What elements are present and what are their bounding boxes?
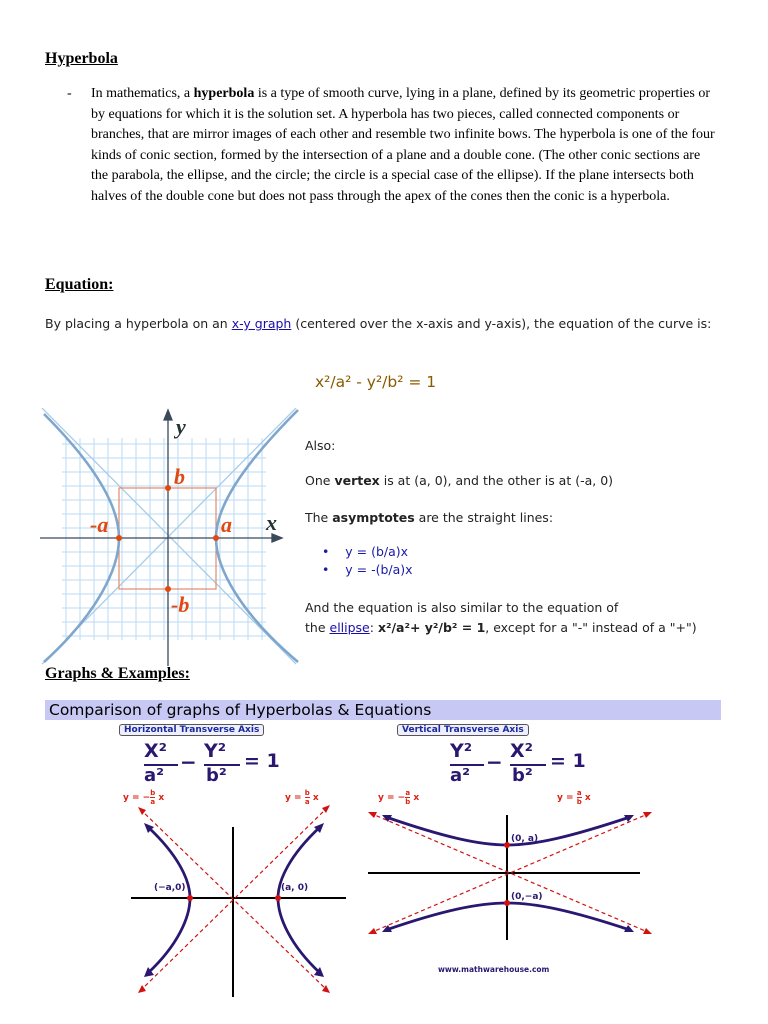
horizontal-axis-label: Horizontal Transverse Axis — [119, 724, 264, 736]
ellipse-equation: x²/a²+ y²/b² = 1 — [377, 620, 486, 635]
b-label: b — [174, 464, 185, 489]
bullet-icon: • — [322, 562, 330, 577]
asymptotes-term: asymptotes — [332, 510, 415, 525]
definition-text-start: In mathematics, a — [91, 86, 194, 101]
asymptote-negative: y = -(b/a)x — [345, 562, 413, 577]
eq-denominator-b: b² — [512, 765, 533, 786]
vertex-label-right: (a, 0) — [281, 883, 309, 893]
also-text: Also: — [305, 438, 336, 453]
mathwarehouse-credit: www.mathwarehouse.com — [438, 965, 550, 974]
vertex-label-top: (0, a) — [511, 834, 539, 844]
vertex-label-left: (−a,0) — [154, 883, 186, 893]
asym-text: y = − — [123, 793, 151, 803]
asym-x: x — [413, 793, 420, 803]
x-axis-label: x — [266, 510, 277, 535]
asymptotes-text — [305, 508, 553, 528]
graph-axes — [131, 827, 346, 997]
vertex-text — [305, 471, 613, 491]
asym-text: y = − — [378, 793, 406, 803]
vertex-term: vertex — [334, 473, 380, 488]
frac-den: a — [304, 798, 310, 806]
asym-text-start: The — [305, 510, 333, 525]
frac-num: a — [405, 789, 411, 797]
eq-numerator-x: X² — [510, 740, 533, 762]
left-asymptote-pos — [285, 789, 319, 806]
neg-b-label: -b — [171, 592, 190, 617]
frac-num: b — [304, 789, 310, 797]
vertical-axis-label: Vertical Transverse Axis — [397, 724, 529, 736]
eq-numerator-x: X² — [144, 740, 167, 762]
horizontal-hyperbola-graph — [128, 805, 350, 997]
eq-numerator-y: Y² — [204, 740, 227, 762]
similar-line-1: And the equation is also similar to the equation of — [305, 600, 619, 615]
similar-the: the — [305, 620, 330, 635]
vertex-text-end: is at (a, 0), and the other is at (-a, 0) — [379, 473, 614, 488]
eq-numerator-y: Y² — [450, 740, 473, 762]
similar-colon: : — [369, 620, 378, 635]
neg-a-label: -a — [90, 512, 109, 537]
list-item — [322, 543, 413, 561]
hyperbola-heading: Hyperbola — [45, 50, 118, 67]
definition-text-rest: is a type of smooth curve, lying in a plane, defined by its geometric properties or by equations for which it is the solution set. A hyperbola has two pieces, called connected components or branches, that are mirror images of each other and resemble two infinite bows. The hyperbola is one of the four kinds of conic section, formed by the intersection of a plane and a double cone. (The other conic sections are the parabola, the ellipse, and the circle; the circle is a special case of the ellipse). If the plane intersects both halves of the double cone but does not pass through the apex of the cones then the conic is a hyperbola. — [91, 86, 715, 204]
asym-x: x — [312, 793, 319, 803]
comparison-banner: Comparison of graphs of Hyperbolas & Equations — [45, 700, 721, 720]
hyperbola-xy-figure — [40, 408, 302, 666]
list-item — [322, 561, 413, 579]
vertical-hyperbola-graph — [364, 805, 654, 985]
vertical-equation — [450, 740, 610, 784]
y-axis-label: y — [176, 414, 186, 439]
frac-num: b — [150, 789, 156, 797]
asym-x: x — [158, 793, 165, 803]
frac-den: b — [405, 798, 411, 806]
vertex-text-start: One — [305, 473, 335, 488]
intro-text-end: (centered over the x-axis and y-axis), the equation of the curve is: — [291, 316, 712, 331]
xy-graph-link[interactable]: x-y graph — [231, 316, 292, 331]
asym-text: y = — [285, 793, 302, 803]
equation-heading: Equation: — [45, 276, 114, 293]
list-dash: - — [67, 86, 72, 101]
eq-rhs: = 1 — [244, 750, 280, 772]
similar-end: , except for a "-" instead of a "+") — [485, 620, 697, 635]
vertex-label-bottom: (0,−a) — [511, 892, 543, 902]
frac-den: b — [576, 798, 582, 806]
intro-text-start: By placing a hyperbola on an — [45, 316, 232, 331]
asymptote-positive: y = (b/a)x — [345, 544, 409, 559]
eq-rhs: = 1 — [550, 750, 586, 772]
eq-minus: − — [486, 750, 503, 774]
definition-paragraph — [91, 84, 716, 207]
asym-text: y = — [557, 793, 574, 803]
eq-denominator-a: a² — [450, 765, 471, 786]
ellipse-link[interactable]: ellipse — [329, 620, 370, 635]
frac-den: a — [150, 798, 156, 806]
eq-minus: − — [180, 750, 197, 774]
asymptote-list — [322, 543, 413, 579]
asym-text-end: are the straight lines: — [414, 510, 554, 525]
hyperbola-formula: x²/a² - y²/b² = 1 — [315, 373, 437, 391]
right-asymptote-pos — [557, 789, 591, 806]
a-label: a — [221, 512, 232, 537]
eq-denominator-b: b² — [206, 765, 227, 786]
horizontal-equation — [144, 740, 304, 784]
left-asymptote-neg — [123, 789, 164, 806]
eq-denominator-a: a² — [144, 765, 165, 786]
frac-num: a — [576, 789, 582, 797]
equation-intro — [45, 314, 725, 334]
right-asymptote-neg — [378, 789, 419, 806]
definition-term: hyperbola — [193, 86, 255, 101]
graphs-examples-heading: Graphs & Examples: — [45, 665, 190, 682]
bullet-icon: • — [322, 544, 330, 559]
asym-x: x — [584, 793, 591, 803]
similar-line-2 — [305, 618, 697, 638]
